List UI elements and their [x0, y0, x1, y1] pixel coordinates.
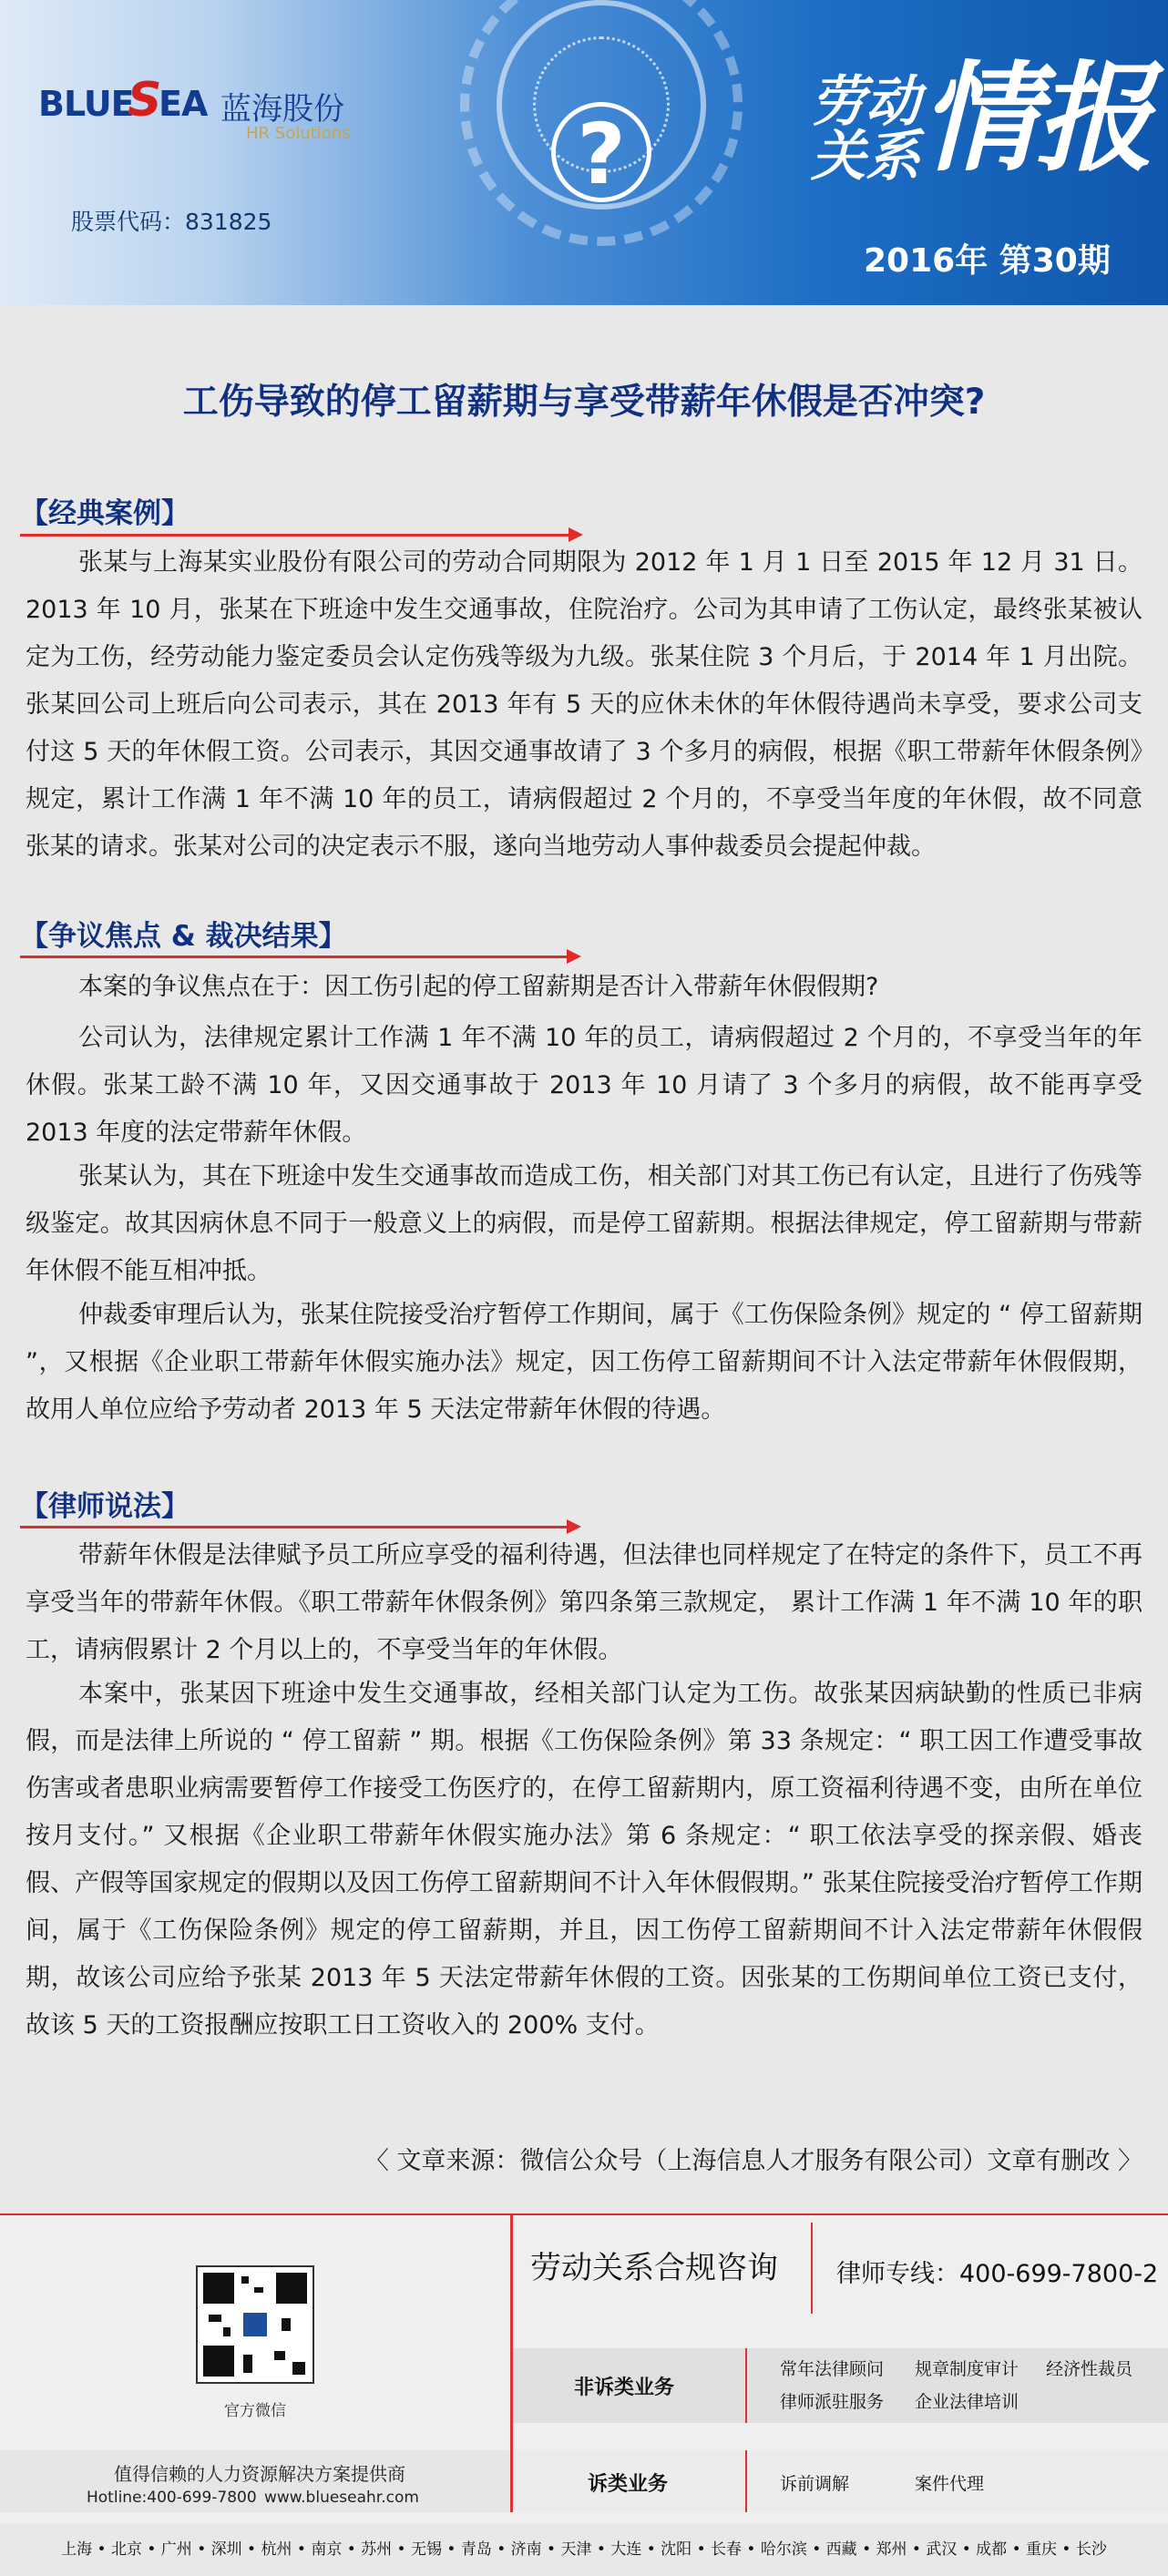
service-label: 非诉类业务 — [574, 2377, 675, 2399]
article-title: 工伤导致的停工留薪期与享受带薪年休假是否冲突? — [182, 382, 986, 423]
service-item: 诉前调解 — [780, 2474, 850, 2494]
lawyer-hotline[interactable]: 律师专线：400-699-7800-2 — [836, 2260, 1159, 2288]
section-heading-dispute: 【争议焦点 & 裁决结果】 — [20, 920, 347, 953]
article-source: 〈 文章来源：微信公众号（上海信息人才服务有限公司）文章有删改 〉 — [364, 2147, 1142, 2175]
qr-label: 官方微信 — [224, 2402, 286, 2420]
question-icon: ? — [577, 106, 626, 203]
row-divider — [745, 2450, 747, 2512]
section-underline — [20, 956, 572, 958]
service-item: 规章制度审计 — [915, 2359, 1019, 2379]
title-labor-relations — [811, 70, 920, 189]
paragraph: 带薪年休假是法律赋予员工所应享受的福利待遇，但法律也同样规定了在特定的条件下，员工不再享受当年的带薪年休假。《职工带薪年休假条例》第四条第三款规定， 累计工作满 1 年不满 10 年的职工，请病假累计 2 个月以上的，不享受当年的年休假。 — [26, 1541, 1142, 1664]
service-item: 企业法律培训 — [915, 2392, 1019, 2412]
service-item: 经济性裁员 — [1046, 2359, 1133, 2379]
title-small-text: 劳动 关系 — [811, 70, 920, 189]
paragraph: 公司认为，法律规定累计工作满 1 年不满 10 年的员工，请病假超过 2 个月的，不享受当年的年休假。张某工龄不满 10 年，又因交通事故于 2013 年 10 月请了 3 个多月的病假，故不能再享受 2013 年度的法定带薪年休假。 — [26, 1024, 1142, 1147]
section-heading-case: 【经典案例】 — [20, 497, 190, 530]
service-item: 律师派驻服务 — [780, 2392, 885, 2412]
paragraph: 张某认为，其在下班途中发生交通事故而造成工伤，相关部门对其工伤已有认定，且进行了伤残等级鉴定。故其因病休息不同于一般意义上的病假，而是停工留薪期。根据法律规定，停工留薪期与带薪年休假不能互相冲抵。 — [26, 1162, 1142, 1285]
consult-title: 劳动关系合规咨询 — [530, 2250, 778, 2286]
footer — [0, 2215, 1168, 2576]
paragraph: 仲裁委审理后认为，张某住院接受治疗暂停工作期间，属于《工伤保险条例》规定的 “ 停工留薪期 ”，又根据《企业职工带薪年休假实施办法》规定，因工伤停工留薪期间不计入法定带薪年休假假期，故用人单位应给予劳动者 2013 年 5 天法定带薪年休假的待遇。 — [26, 1301, 1142, 1424]
section-underline — [20, 1526, 572, 1528]
logo-text-ea: EA — [159, 84, 208, 124]
service-label: 诉类业务 — [588, 2473, 669, 2496]
qr-code-icon[interactable] — [196, 2265, 314, 2384]
section-underline — [20, 534, 574, 537]
section-heading-lawyer: 【律师说法】 — [20, 1490, 190, 1523]
logo-subtitle: HR Solutions — [246, 124, 351, 143]
title-intelligence: 情报 — [920, 49, 1151, 188]
bluesea-logo[interactable] — [38, 56, 366, 148]
stock-code: 股票代码：831825 — [71, 209, 272, 235]
header-banner — [0, 0, 1168, 305]
arrow-icon — [567, 949, 581, 964]
logo-cn: 蓝海股份 — [220, 91, 344, 128]
paragraph: 张某与上海某实业股份有限公司的劳动合同期限为 2012 年 1 月 1 日至 2015 年 12 月 31 日。2013 年 10 月，张某在下班途中发生交通事故，住院治疗。公司为其申请了工伤认定，最终张某被认定为工伤，经劳动能力鉴定委员会认定伤残等级为九级。张某住院 3 个月后，于 2014 年 1 月出院。张某回公司上班后向公司表示，其在 2013 年有 5 天的应休未休的年休假待遇尚未享受，要求公司支付这 5 天的年休假工资。公司表示，其因交通事故请了 3 个多月的病假，根据《职工带薪年休假条例》规定，累计工作满 1 年不满 10 年的员工，请病假超过 2 个月的，不享受当年度的年休假，故不同意张某的请求。张某对公司的决定表示不服，遂向当地劳动人事仲裁委员会提起仲裁。 — [26, 548, 1142, 861]
row-divider — [745, 2348, 747, 2423]
footer-hotline: Hotline:400-699-7800 — [87, 2489, 257, 2507]
footer-slogan: 值得信赖的人力资源解决方案提供商 — [114, 2463, 405, 2485]
logo-text-blue: BLUE — [38, 84, 134, 124]
service-item: 常年法律顾问 — [780, 2359, 885, 2379]
footer-website[interactable]: www.blueseahr.com — [264, 2489, 419, 2507]
paragraph: 本案的争议焦点在于：因工伤引起的停工留薪期是否计入带薪年休假假期? — [78, 973, 879, 1001]
paragraph: 本案中，张某因下班途中发生交通事故，经相关部门认定为工伤。故张某因病缺勤的性质已非病假，而是法律上所说的 “ 停工留薪 ” 期。根据《工伤保险条例》第 33 条规定：“ 职工因工作遭受事故伤害或者患职业病需要暂停工作接受工伤医疗的，在停工留薪期内，原工资福利待遇不变，由所在单位按月支付。” 又根据《企业职工带薪年休假实施办法》第 6 条规定：“ 职工依法享受的探亲假、婚丧假、产假等国家规定的假期以及因工伤停工留薪期间不计入年休假假期。” 张某住院接受治疗暂停工作期间，属于《工伤保险条例》规定的停工留薪期，并且，因工伤停工留薪期间不计入法定带薪年休假假期，故该公司应给予张某 2013 年 5 天法定带薪年休假的工资。因张某的工伤期间单位工资已支付，故该 5 天的工资报酬应按职工日工资收入的 200% 支付。 — [26, 1680, 1142, 2039]
issue-number: 2016年 第30期 — [864, 242, 1111, 280]
logo-text-s: S — [128, 73, 162, 128]
service-item: 案件代理 — [915, 2474, 985, 2494]
city-list: 上海 • 北京 • 广州 • 深圳 • 杭州 • 南京 • 苏州 • 无锡 • 青岛 • 济南 • 天津 • 大连 • 沈阳 • 长春 • 哈尔滨 • 西藏 • 郑州 • 武汉 • 成都 • 重庆 • 长沙 — [0, 2523, 1168, 2576]
